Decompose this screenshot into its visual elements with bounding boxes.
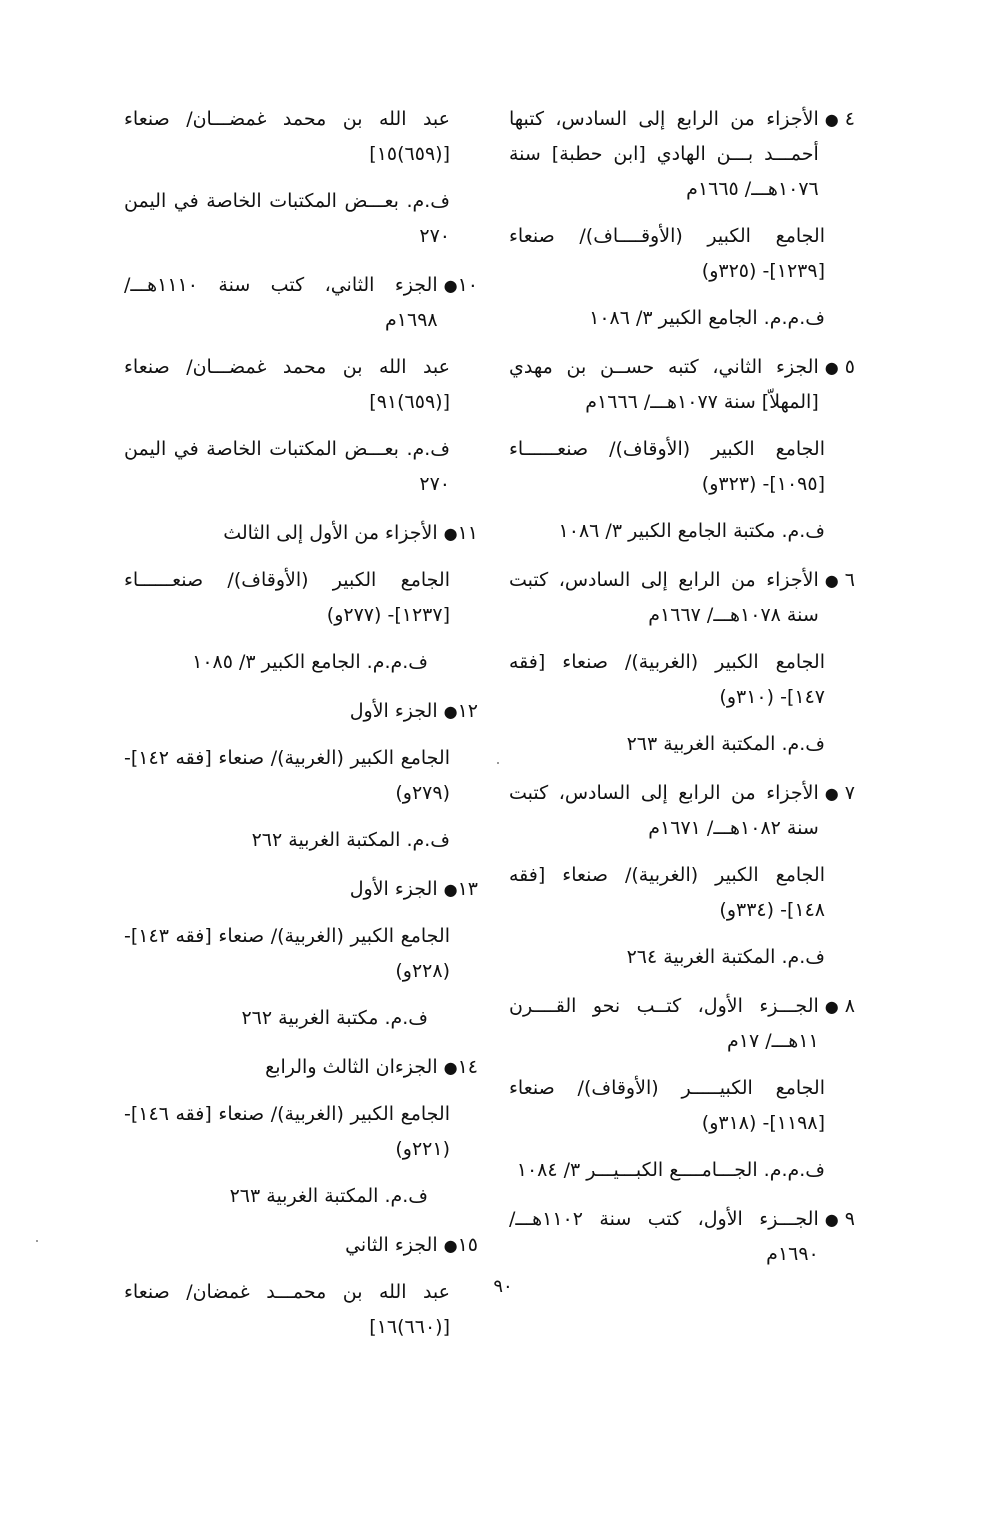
catalog-reference: ف.م. مكتبة الجامع الكبير ٣/ ١٠٨٦ [558,520,825,542]
entry-number: ٦ ● [824,569,855,591]
entry-number: ٩ ● [824,1208,855,1230]
entry-number: ١٣● [443,878,478,900]
manuscript-entry [120,872,478,1036]
library-location: عبد الله بن محمد غمضـــان/ صنعاء [(٦٥٩)١٥] [124,108,450,165]
entry-description: الأجزاء من الرابع إلى السادس، كتبها أحمـــد بـــن الهادي [ابن حطبة] سنة ١٠٧٦هـــ/ ١٦٦٥م [509,108,819,200]
manuscript-entry [120,516,478,680]
right-column [505,102,855,1284]
manuscript-entry [120,1050,478,1214]
entry-description: الجزء الأول [349,700,438,722]
entry-number: ٧ ● [824,782,855,804]
manuscript-entry [505,1202,855,1272]
library-location: الجامع الكبيـــــر (الأوقاف)/ صنعاء [١١٩٨]- (٣١٨و) [509,1077,825,1134]
entry-description: الجزءان الثالث والرابع [265,1056,438,1078]
left-column [120,102,478,1357]
library-location: الجامع الكبير (الأوقــــاف)/ صنعاء [١٢٣٩]- (٣٢٥و) [509,225,825,282]
scan-speck [36,1240,38,1242]
catalog-reference: ف.م. المكتبة الغربية ٢٦٤ [626,946,825,968]
scan-speck [497,762,499,764]
entry-number: ٥ ● [824,356,855,378]
manuscript-entry [505,989,855,1188]
entry-description: الأجزاء من الأول إلى الثالث [223,522,438,544]
entry-description: الجـــزء الأول، كتب سنة ١١٠٢هـــ/ ١٦٩٠م [509,1208,819,1265]
entry-number: ١١● [443,522,478,544]
entry-number: ١٢● [443,700,478,722]
entry-description: الجـــزء الأول، كتــب نحو القــــرن ١١هـــ/ ١٧م [509,995,819,1052]
library-location: الجامع الكبير (الغربية)/ صنعاء [فقه ١٤٧]- (٣١٠و) [509,651,825,708]
manuscript-entry [120,268,478,502]
library-location: الجامع الكبير (الغربية)/ صنعاء [فقه ١٤٦]- (٢٢١و) [124,1103,450,1160]
library-location: عبد الله بن محمـــد غمضان/ صنعاء [(٦٦٠)١٦] [124,1281,450,1338]
entry-description: الأجزاء من الرابع إلى السادس، كتبت سنة ١٠٧٨هـــ/ ١٦٦٧م [509,569,819,626]
library-location: الجامع الكبير (الأوقاف)/ صنعــــــاء [١٠٩٥]- (٣٢٣و) [509,438,825,495]
manuscript-entry-continuation [120,102,478,254]
entry-description: الأجزاء من الرابع إلى السادس، كتبت سنة ١٠٨٢هـــ/ ١٦٧١م [509,782,819,839]
manuscript-entry [505,563,855,762]
entry-number: ١٥● [443,1234,478,1256]
entry-description: الجزء الأول [349,878,438,900]
catalog-reference: ف.م. بعـــض المكتبات الخاصة في اليمن ٢٧٠ [124,438,450,495]
entry-description: الجزء الثاني، كتبه حســن بن مهدي [المهلاّ] سنة ١٠٧٧هـــ/ ١٦٦٦م [509,356,819,413]
catalog-reference: ف.م. المكتبة الغربية ٢٦٣ [626,733,825,755]
catalog-reference: ف.م. بعـــض المكتبات الخاصة في اليمن ٢٧٠ [124,190,450,247]
library-location: الجامع الكبير (الغربية)/ صنعاء [فقه ١٤٨]- (٣٣٤و) [509,864,825,921]
library-location: الجامع الكبير (الغربية)/ صنعاء [فقه ١٤٣]- (٢٢٨و) [124,925,450,982]
entry-number: ٨ ● [824,995,855,1017]
entry-number: ١٠● [443,274,478,296]
manuscript-entry [120,694,478,858]
entry-description: الجزء الثاني، كتب سنة ١١١٠هـــ/ ١٦٩٨م [124,274,438,331]
catalog-reference: ف.م. مكتبة الغربية ٢٦٢ [241,1007,428,1029]
catalog-reference: ف.م.م. الجامع الكبير ٣/ ١٠٨٦ [589,307,825,329]
library-location: الجامع الكبير (الغربية)/ صنعاء [فقه ١٤٢]- (٢٧٩و) [124,747,450,804]
entry-number: ٤ ● [824,108,855,130]
manuscript-entry [505,350,855,549]
entry-description: الجزء الثاني [345,1234,438,1256]
catalog-reference: ف.م.م. الجـــامــــع الكبـــيـــر ٣/ ١٠٨٤ [516,1159,825,1181]
page-number: ٩٠ [493,1276,513,1297]
manuscript-entry [505,102,855,336]
catalog-reference: ف.م. المكتبة الغربية ٢٦٣ [229,1185,428,1207]
library-location: الجامع الكبير (الأوقاف)/ صنعــــــاء [١٢٣٧]- (٢٧٧و) [124,569,450,626]
manuscript-entry [505,776,855,975]
library-location: عبد الله بن محمد غمضـــان/ صنعاء [(٦٥٩)٩١] [124,356,450,413]
entry-number: ١٤● [443,1056,478,1078]
catalog-reference: ف.م. المكتبة الغربية ٢٦٢ [251,829,450,851]
catalog-reference: ف.م.م. الجامع الكبير ٣/ ١٠٨٥ [192,651,428,673]
